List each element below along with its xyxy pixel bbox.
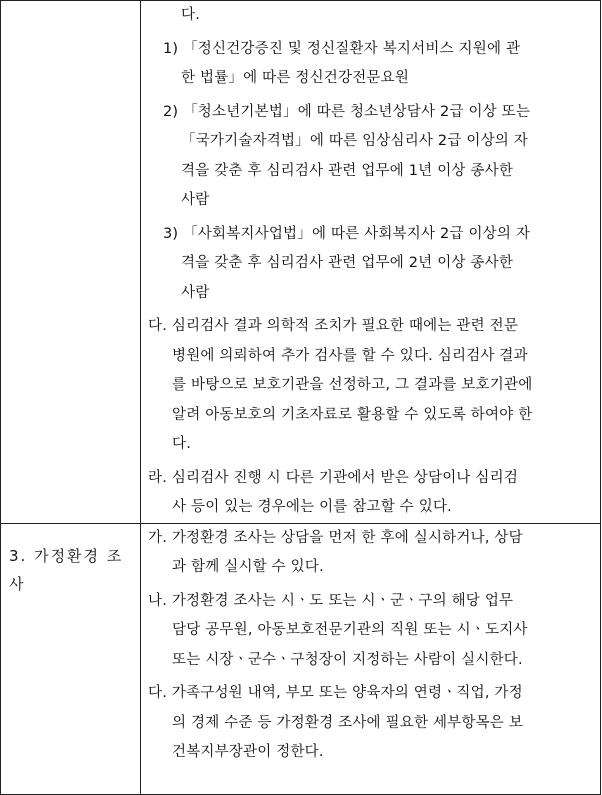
text-line: 다.	[172, 436, 192, 452]
text-line: 다.	[181, 7, 201, 23]
row-content-cell	[141, 1, 601, 524]
row-content-cell	[141, 523, 601, 794]
text-line: 격을 갖춘 후 심리검사 관련 업무에 1년 이상 종사한	[181, 162, 514, 179]
text-line: 격을 갖춘 후 심리검사 관련 업무에 2년 이상 종사한	[181, 255, 514, 271]
text-line: 사 등이 있는 경우에는 이를 참고할 수 있다.	[172, 499, 452, 515]
row-content	[141, 1, 600, 523]
text-line: 건복지부장관이 정한다.	[172, 744, 324, 760]
text-line: 사람	[181, 284, 210, 301]
text-line: 가. 가정환경 조사는 상담을 먼저 한 후에 실시하거나, 상담	[148, 529, 523, 546]
text-line: 다. 가족구성원 내역, 부모 또는 양육자의 연령ㆍ직업, 가정	[148, 685, 523, 701]
table-row	[1, 1, 601, 524]
text-line: 를 바탕으로 보호기관을 선정하고, 그 결과를 보호기관에	[172, 377, 533, 393]
text-line: 사람	[181, 192, 210, 208]
text-line: 또는 시장ㆍ군수ㆍ구청장이 지정하는 사람이 실시한다.	[172, 651, 523, 668]
text-line: 나. 가정환경 조사는 시ㆍ도 또는 시ㆍ군ㆍ구의 해당 업무	[148, 592, 514, 609]
row-content	[141, 524, 600, 768]
text-line: 담당 공무원, 아동보호전문기관의 직원 또는 시ㆍ도지사	[172, 622, 528, 638]
table-row	[1, 523, 601, 794]
text-line: 병원에 의뢰하여 추가 검사를 할 수 있다. 심리검사 결과	[172, 347, 528, 364]
text-line: 1) 「정신건강증진 및 정신질환자 복지서비스 지원에 관	[163, 40, 521, 57]
row-label: 3. 가정환경 조 사	[9, 546, 124, 593]
text-line: 한 법률」에 따른 정신건강전문요원	[181, 70, 410, 86]
text-line: 「국가기술자격법」에 따른 임상심리사 2급 이상의 자	[181, 133, 529, 149]
row-label	[1, 1, 140, 19]
row-label-cell	[1, 1, 141, 524]
text-line: 라. 심리검사 진행 시 다른 기관에서 받은 상담이나 심리검	[148, 469, 519, 486]
text-line: 알려 아동보호의 기초자료로 활용할 수 있도록 하여야 한	[172, 406, 533, 423]
text-line: 과 함께 실시할 수 있다.	[172, 559, 324, 575]
text-line: 3) 「사회복지사업법」에 따른 사회복지사 2급 이상의 자	[163, 225, 531, 242]
text-line: 의 경제 수준 등 가정환경 조사에 필요한 세부항목은 보	[172, 714, 524, 731]
row-label-cell	[1, 523, 141, 794]
text-line: 2) 「청소년기본법」에 따른 청소년상담사 2급 이상 또는	[163, 103, 531, 120]
text-line: 다. 심리검사 결과 의학적 조치가 필요한 때에는 관련 전문	[148, 318, 519, 334]
